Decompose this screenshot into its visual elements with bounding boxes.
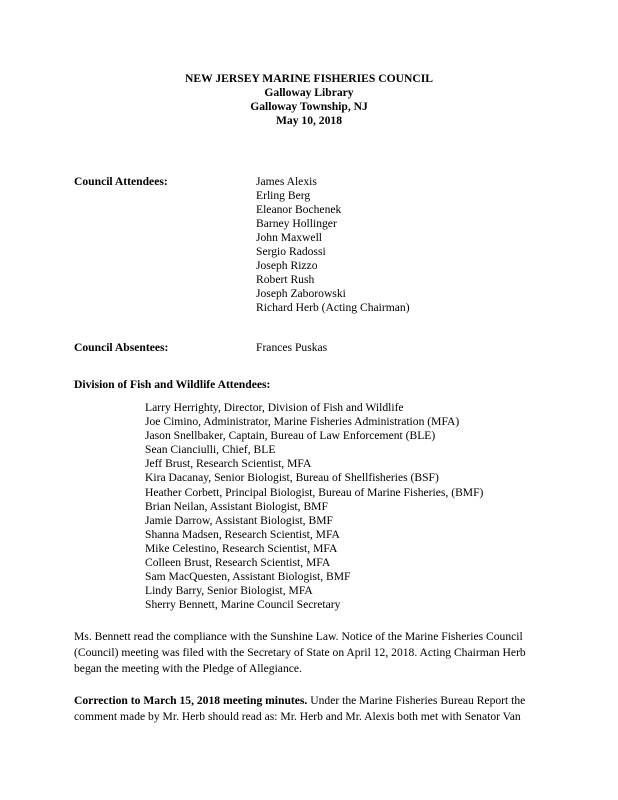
paragraph-line: comment made by Mr. Herb should read as: Mr. Herb and Mr. Alexis both met with Senator Van [74,710,521,723]
minutes-correction-paragraph [74,694,544,726]
attendee-name: Sergio Radossi [256,245,326,258]
staff-entry: Shanna Madsen, Research Scientist, MFA [145,527,340,541]
staff-entry: Sean Cianciulli, Chief, BLE [145,443,276,457]
absentee-name: Frances Puskas [256,341,328,354]
staff-entry: Jason Snellbaker, Captain, Bureau of Law Enforcement (BLE) [145,429,436,443]
sunshine-law-paragraph [74,630,544,678]
council-attendees-label: Council Attendees: [74,175,168,188]
division-attendees-list [145,401,483,612]
correction-text: Under the Marine Fisheries Bureau Report the [307,694,526,707]
attendee-name: Richard Herb (Acting Chairman) [256,301,410,314]
attendee-name: Eleanor Bochenek [256,203,342,216]
attendee-name: Robert Rush [256,273,315,286]
attendee-name: Barney Hollinger [256,217,337,230]
attendee-name: Erling Berg [256,189,311,202]
staff-entry: Heather Corbett, Principal Biologist, Bureau of Marine Fisheries, (BMF) [145,485,484,499]
staff-entry: Joe Cimino, Administrator, Marine Fisheries Administration (MFA) [145,415,460,429]
paragraph-line: began the meeting with the Pledge of Allegiance. [74,662,302,675]
attendee-name: John Maxwell [256,231,323,244]
paragraph-line [74,694,544,710]
location-heading: Galloway Township, NJ [250,100,368,113]
staff-entry: Lindy Barry, Senior Biologist, MFA [145,584,313,598]
correction-heading: Correction to March 15, 2018 meeting minutes. [74,694,308,707]
council-absentees-label: Council Absentees: [74,341,169,354]
staff-entry: Brian Neilan, Assistant Biologist, BMF [145,499,328,513]
staff-entry: Colleen Brust, Research Scientist, MFA [145,556,331,570]
staff-entry: Sam MacQuesten, Assistant Biologist, BMF [145,570,351,584]
attendee-name: James Alexis [256,175,317,188]
paragraph-line: Ms. Bennett read the compliance with the Sunshine Law. Notice of the Marine Fisheries Council [74,630,523,643]
division-attendees-label: Division of Fish and Wildlife Attendees: [74,378,271,391]
staff-entry: Jeff Brust, Research Scientist, MFA [145,457,312,471]
council-name-heading: NEW JERSEY MARINE FISHERIES COUNCIL [184,72,434,85]
attendee-name: Joseph Rizzo [256,259,318,272]
date-heading: May 10, 2018 [275,114,342,127]
staff-entry: Larry Herrighty, Director, Division of Fish and Wildlife [145,401,404,414]
staff-entry: Jamie Darrow, Assistant Biologist, BMF [145,513,333,527]
council-absentees-list [256,341,327,355]
document-header [0,72,618,128]
staff-entry: Kira Dacanay, Senior Biologist, Bureau of Shellfisheries (BSF) [145,471,439,485]
paragraph-line: (Council) meeting was filed with the Secretary of State on April 12, 2018. Acting Chairman Herb [74,646,526,659]
staff-entry: Mike Celestino, Research Scientist, MFA [145,541,338,555]
council-attendees-list [256,175,410,315]
attendee-name: Joseph Zaborowski [256,287,346,300]
venue-heading: Galloway Library [264,86,354,99]
staff-entry: Sherry Bennett, Marine Council Secretary [145,598,341,612]
